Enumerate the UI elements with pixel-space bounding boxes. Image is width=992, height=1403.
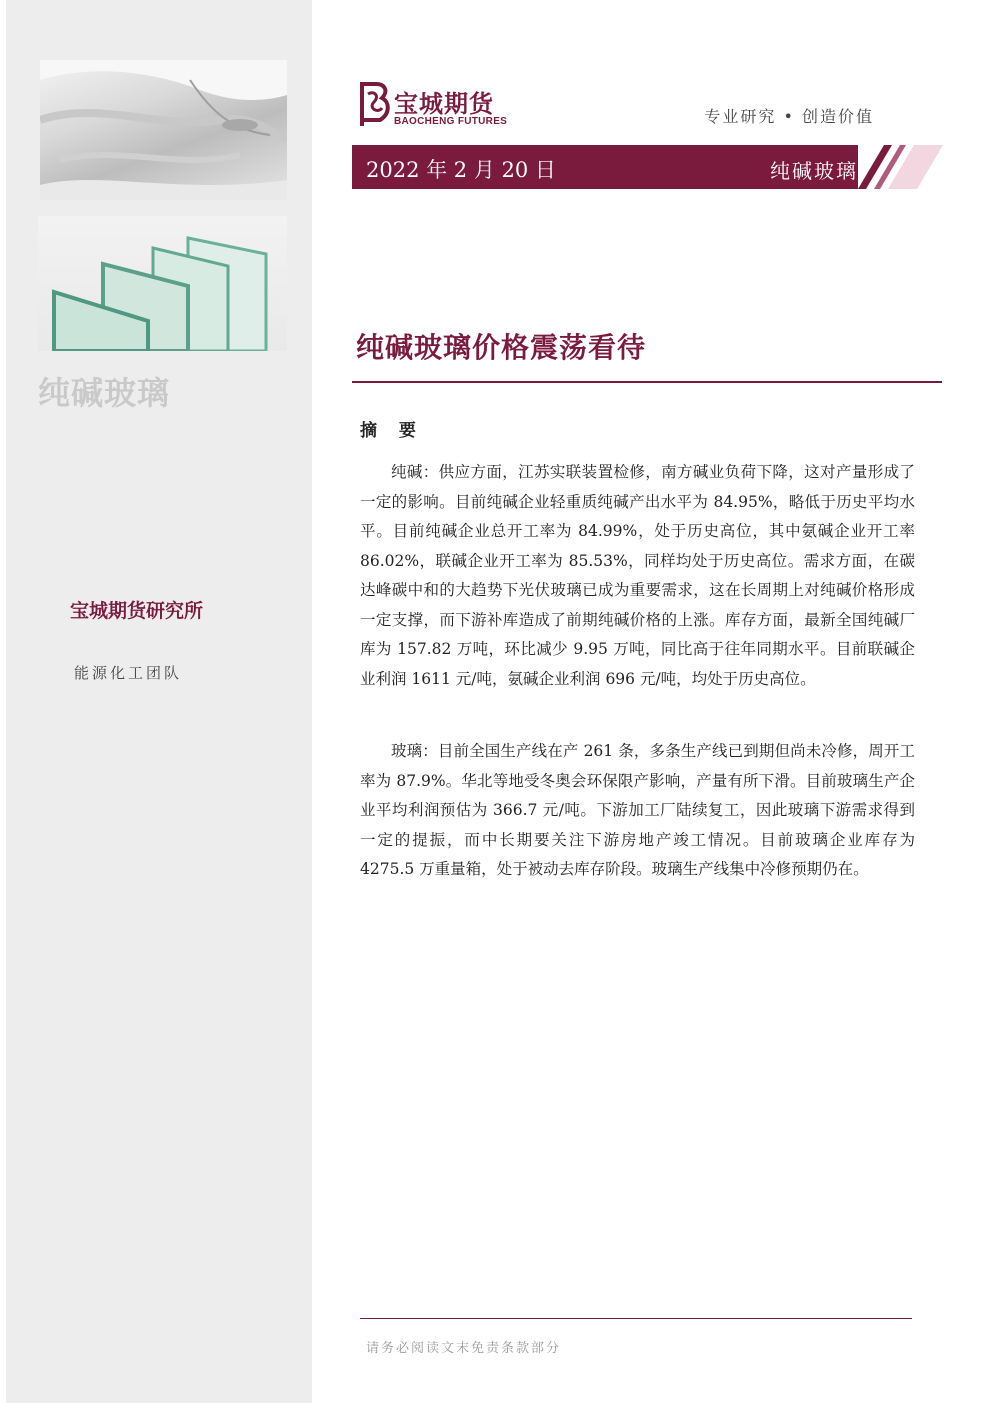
company-logo <box>356 80 526 134</box>
sidebar-edge <box>0 0 6 1403</box>
abstract-paragraph-glass: 玻璃：目前全国生产线在产 261 条，多条生产线已到期但尚未冷修，周开工率为 87.9%。华北等地受冬奥会环保限产影响，产量有所下滑。目前玻璃生产企业平均利润预估为 366.7 元/吨。下游加工厂陆续复工，因此玻璃下游需求得到一定的提振，而中长期要关注下游房地产竣工情况。目前玻璃企业库存为 4275.5 万重量箱，处于被动去库存阶段。玻璃生产线集中冷修预期仍在。 <box>360 742 915 878</box>
glass-sheets-photo <box>38 216 287 351</box>
disclaimer-note: 请务必阅读文末免责条款部分 <box>366 1341 562 1356</box>
sidebar <box>0 0 312 1403</box>
footer-divider <box>360 1318 912 1319</box>
date-topic-band <box>352 145 858 189</box>
title-divider <box>352 381 942 383</box>
sidebar-topic: 纯碱玻璃 <box>38 374 171 412</box>
fabric-photo <box>40 60 287 200</box>
logo-mark-icon <box>356 80 392 128</box>
band-stripes-decoration <box>848 145 943 189</box>
band-topic: 纯碱玻璃 <box>770 159 858 183</box>
abstract-heading: 摘 要 <box>360 421 424 441</box>
report-date: 2022 年 2 月 20 日 <box>366 158 556 182</box>
abstract-paragraph-soda-ash: 纯碱：供应方面，江苏实联装置检修，南方碱业负荷下降，这对产量形成了一定的影响。目前纯碱企业轻重质纯碱产出水平为 84.95%，略低于历史平均水平。目前纯碱企业总开工率为 84.99%，处于历史高位，其中氨碱企业开工率 86.02%，联碱企业开工率为 85.53%，同样均处于历史高位。需求方面，在碳达峰碳中和的大趋势下光伏玻璃已成为重要需求，这在长周期上对纯碱价格形成一定支撑，而下游补库造成了前期纯碱价格的上涨。库存方面，最新全国纯碱厂库为 157.82 万吨，环比减少 9.95 万吨，同比高于往年同期水平。目前联碱企业利润 1611 元/吨，氨碱企业利润 696 元/吨，均处于历史高位。 <box>360 463 915 688</box>
team-name: 能源化工团队 <box>74 664 183 682</box>
report-title: 纯碱玻璃价格震荡看待 <box>356 331 647 364</box>
logo-english-name: BAOCHENG FUTURES <box>394 116 508 127</box>
logo-chinese-name: 宝城期货 <box>394 89 494 118</box>
institute-name: 宝城期货研究所 <box>70 600 204 622</box>
slogan: 专业研究 • 创造价值 <box>704 107 874 126</box>
